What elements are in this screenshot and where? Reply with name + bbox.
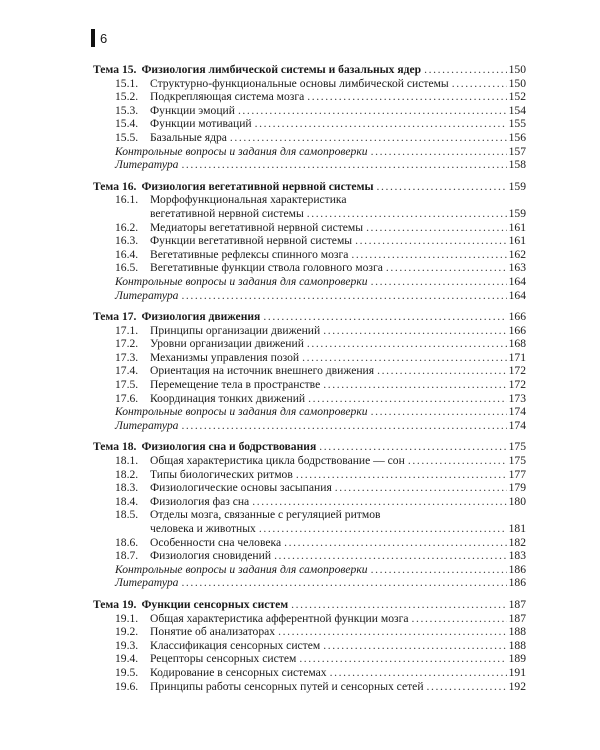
subentry-number: 15.3.: [115, 103, 139, 117]
toc-topic-entry: [93, 440, 526, 454]
subentry-number: 17.2.: [115, 337, 139, 351]
entry-title: Контрольные вопросы и задания для самопроверки: [115, 144, 368, 158]
toc-subentry: [93, 351, 526, 365]
page-ref: 189: [508, 652, 526, 666]
page-ref: 166: [508, 323, 526, 337]
toc-aux-entry: [93, 275, 526, 289]
subentry-number: 15.4.: [115, 117, 139, 131]
topic-number: Тема 18.: [93, 440, 137, 454]
subentry-title: Функции эмоций: [150, 103, 235, 117]
toc-subentry-continuation: [93, 522, 526, 536]
dot-leader: [274, 549, 507, 563]
toc-aux-entry: [93, 563, 526, 577]
page-ref: 172: [508, 364, 526, 378]
subentry-title: Координация тонких движений: [150, 391, 306, 405]
subentry-title: Общая характеристика цикла бодрствование — сон: [150, 454, 405, 468]
dot-leader: [323, 639, 506, 653]
subentry-title: Физиология фаз сна: [150, 494, 250, 508]
dot-leader: [181, 158, 506, 172]
subentry-title: Уровни организации движений: [150, 337, 304, 351]
toc-section: [93, 180, 526, 302]
dot-leader: [452, 77, 507, 91]
page-ref: 186: [508, 562, 526, 576]
toc-subentry: [93, 639, 526, 653]
page-ref: 175: [508, 440, 526, 454]
dot-leader: [255, 117, 507, 131]
toc-subentry: [93, 117, 526, 131]
toc-subentry: [93, 625, 526, 639]
subentry-number: 17.1.: [115, 323, 139, 337]
page-ref: 163: [508, 261, 526, 275]
dot-leader: [299, 652, 506, 666]
dot-leader: [366, 221, 507, 235]
page-ref: 166: [508, 310, 526, 324]
toc-section: [93, 598, 526, 693]
dot-leader: [386, 261, 507, 275]
subentry-number: 18.2.: [115, 467, 139, 481]
subentry-title: Понятие об анализаторах: [150, 625, 276, 639]
toc-subentry: [93, 549, 526, 563]
toc-subentry: [93, 468, 526, 482]
dot-leader: [351, 248, 506, 262]
subentry-title: Вегетативные рефлексы спинного мозга: [150, 247, 349, 261]
toc-subentry: [93, 324, 526, 338]
dot-leader: [291, 598, 506, 612]
entry-title: Литература: [115, 158, 179, 172]
page-ref: 181: [508, 522, 526, 535]
page-ref: 192: [508, 679, 526, 693]
dot-leader: [323, 378, 506, 392]
page-ref: 164: [508, 274, 526, 288]
entry-title: Контрольные вопросы и задания для самопроверки: [115, 562, 368, 576]
dot-leader: [238, 104, 507, 118]
subentry-title: Базальные ядра: [150, 130, 227, 144]
toc-subentry: [93, 131, 526, 145]
page-ref: 173: [508, 391, 526, 405]
toc-aux-entry: [93, 289, 526, 303]
table-of-contents: [93, 63, 526, 701]
toc-subentry: [93, 337, 526, 351]
subentry-title: Принципы организации движений: [150, 323, 321, 337]
toc-subentry: [93, 104, 526, 118]
subentry-title: Перемещение тела в пространстве: [150, 378, 321, 392]
page-ref: 174: [508, 418, 526, 432]
dot-leader: [411, 612, 506, 626]
topic-title: Физиология движения: [141, 310, 261, 324]
toc-topic-entry: [93, 310, 526, 324]
toc-subentry: [93, 234, 526, 248]
subentry-number: 16.5.: [115, 261, 139, 275]
dot-leader: [371, 405, 507, 419]
dot-leader: [335, 481, 507, 495]
subentry-number: 15.5.: [115, 130, 139, 144]
subentry-title: Отделы мозга, связанные с регуляцией ритмов: [150, 508, 381, 522]
entry-title: Литература: [115, 576, 179, 590]
page-ref: 155: [508, 117, 526, 131]
page-ref: 191: [508, 665, 526, 679]
dot-leader: [181, 419, 506, 433]
page-ref: 162: [508, 247, 526, 261]
toc-subentry: [93, 193, 526, 207]
toc-topic-entry: [93, 180, 526, 194]
toc-subentry: [93, 261, 526, 275]
subentry-title: Физиология сновидений: [150, 549, 272, 563]
subentry-number: 15.1.: [115, 76, 139, 90]
topic-number: Тема 16.: [93, 179, 137, 193]
dot-leader: [230, 131, 507, 145]
toc-aux-entry: [93, 405, 526, 419]
subentry-number: 17.6.: [115, 391, 139, 405]
dot-leader: [308, 392, 506, 406]
toc-subentry: [93, 508, 526, 522]
dot-leader: [181, 289, 506, 303]
page-ref: 174: [508, 405, 526, 419]
page-ref: 164: [508, 288, 526, 302]
dot-leader: [284, 536, 506, 550]
toc-subentry: [93, 454, 526, 468]
dot-leader: [181, 576, 506, 590]
subentry-number: 17.5.: [115, 378, 139, 392]
page-ref: 186: [508, 576, 526, 590]
dot-leader: [307, 337, 507, 351]
dot-leader: [371, 145, 507, 159]
topic-title: Физиология вегетативной нервной системы: [141, 179, 374, 193]
dot-leader: [296, 468, 507, 482]
subentry-number: 18.6.: [115, 535, 139, 549]
page-header: [91, 29, 107, 47]
toc-subentry: [93, 392, 526, 406]
subentry-number: 17.3.: [115, 350, 139, 364]
entry-title: Контрольные вопросы и задания для самопроверки: [115, 274, 368, 288]
subentry-title: Типы биологических ритмов: [150, 467, 293, 481]
toc-subentry: [93, 77, 526, 91]
toc-subentry: [93, 364, 526, 378]
page-ref: 150: [508, 63, 526, 76]
subentry-title: Подкрепляющая система мозга: [150, 90, 305, 104]
topic-number: Тема 17.: [93, 310, 137, 324]
toc-section: [93, 63, 526, 172]
dot-leader: [377, 180, 507, 194]
page-ref: 150: [508, 76, 526, 90]
topic-number: Тема 19.: [93, 597, 137, 611]
page-ref: 159: [508, 179, 526, 193]
subentry-number: 18.7.: [115, 549, 139, 563]
toc-subentry: [93, 612, 526, 626]
dot-leader: [259, 522, 507, 536]
dot-leader: [307, 207, 507, 221]
entry-title: Литература: [115, 418, 179, 432]
page-ref: 168: [508, 337, 526, 351]
toc-aux-entry: [93, 145, 526, 159]
toc-subentry: [93, 652, 526, 666]
toc-topic-entry: [93, 63, 526, 77]
toc-subentry: [93, 90, 526, 104]
dot-leader: [377, 364, 507, 378]
page-ref: 177: [508, 467, 526, 481]
subentry-number: 16.4.: [115, 247, 139, 261]
toc-subentry: [93, 536, 526, 550]
page-ref: 188: [508, 638, 526, 652]
subentry-title: Ориентация на источник внешнего движения: [150, 364, 375, 378]
subentry-title: Функции вегетативной нервной системы: [150, 234, 353, 248]
subentry-number: 19.1.: [115, 611, 139, 625]
subentry-title: Механизмы управления позой: [150, 350, 300, 364]
subentry-number: 19.6.: [115, 679, 139, 693]
page-ref: 175: [508, 454, 526, 468]
page-ref: 159: [508, 206, 526, 220]
subentry-title: Рецепторы сенсорных систем: [150, 652, 297, 666]
dot-leader: [424, 63, 507, 77]
toc-subentry: [93, 680, 526, 694]
toc-subentry: [93, 248, 526, 262]
toc-subentry: [93, 221, 526, 235]
toc-subentry: [93, 378, 526, 392]
toc-subentry: [93, 666, 526, 680]
toc-topic-entry: [93, 598, 526, 612]
page-ref: 182: [508, 535, 526, 549]
page-ref: 171: [508, 350, 526, 364]
dot-leader: [278, 625, 507, 639]
page-ref: 158: [508, 158, 526, 172]
page-ref: 157: [508, 144, 526, 158]
subentry-title: Особенности сна человека: [150, 535, 282, 549]
dot-leader: [371, 563, 507, 577]
subentry-title: Морфофункциональная характеристика: [150, 193, 347, 207]
subentry-number: 16.3.: [115, 234, 139, 248]
page-ref: 152: [508, 90, 526, 104]
topic-title: Физиология сна и бодрствования: [141, 440, 317, 454]
page-ref: 156: [508, 130, 526, 144]
page-ref: 187: [508, 597, 526, 611]
subentry-title: Физиологические основы засыпания: [150, 481, 332, 495]
subentry-title: Общая характеристика афферентной функции мозга: [150, 611, 409, 625]
subentry-title-cont: человека и животных: [150, 522, 256, 535]
topic-number: Тема 15.: [93, 63, 137, 76]
page-ref: 161: [508, 234, 526, 248]
page-ref: 180: [508, 494, 526, 508]
subentry-number: 17.4.: [115, 364, 139, 378]
subentry-number: 19.4.: [115, 652, 139, 666]
subentry-number: 18.5.: [115, 508, 139, 522]
subentry-title: Вегетативные функции ствола головного мозга: [150, 261, 383, 275]
subentry-number: 18.1.: [115, 454, 139, 468]
subentry-title: Классификация сенсорных систем: [150, 638, 321, 652]
subentry-title-cont: вегетативной нервной системы: [150, 206, 304, 220]
toc-aux-entry: [93, 419, 526, 433]
subentry-number: 19.3.: [115, 638, 139, 652]
toc-section: [93, 440, 526, 590]
page-ref: 183: [508, 549, 526, 563]
dot-leader: [302, 351, 506, 365]
entry-title: Литература: [115, 288, 179, 302]
subentry-title: Кодирование в сенсорных системах: [150, 665, 327, 679]
dot-leader: [427, 680, 507, 694]
subentry-title: Функции мотиваций: [150, 117, 252, 131]
dot-leader: [252, 495, 506, 509]
toc-subentry: [93, 495, 526, 509]
subentry-number: 16.1.: [115, 193, 139, 207]
page-ref: 154: [508, 103, 526, 117]
dot-leader: [330, 666, 507, 680]
page-ref: 187: [508, 611, 526, 625]
entry-title: Контрольные вопросы и задания для самопроверки: [115, 405, 368, 419]
dot-leader: [408, 454, 507, 468]
subentry-number: 15.2.: [115, 90, 139, 104]
subentry-number: 19.2.: [115, 625, 139, 639]
page-number: 6: [100, 30, 108, 46]
subentry-number: 18.3.: [115, 481, 139, 495]
toc-subentry-continuation: [93, 207, 526, 221]
dot-leader: [319, 440, 506, 454]
toc-aux-entry: [93, 576, 526, 590]
dot-leader: [371, 275, 507, 289]
page-ref: 179: [508, 481, 526, 495]
subentry-number: 18.4.: [115, 494, 139, 508]
dot-leader: [307, 90, 506, 104]
page-ref: 172: [508, 378, 526, 392]
page-ref: 161: [508, 220, 526, 234]
topic-title: Физиология лимбической системы и базальных ядер: [141, 63, 422, 76]
subentry-title: Медиаторы вегетативной нервной системы: [150, 220, 364, 234]
subentry-title: Принципы работы сенсорных путей и сенсорных сетей: [150, 679, 424, 693]
dot-leader: [323, 324, 506, 338]
subentry-number: 19.5.: [115, 665, 139, 679]
subentry-title: Структурно-функциональные основы лимбической системы: [150, 76, 449, 90]
toc-section: [93, 310, 526, 432]
dot-leader: [263, 310, 506, 324]
subentry-number: 16.2.: [115, 220, 139, 234]
page-ref: 188: [508, 625, 526, 639]
toc-aux-entry: [93, 158, 526, 172]
topic-title: Функции сенсорных систем: [141, 597, 289, 611]
dot-leader: [355, 234, 507, 248]
header-bar: [91, 29, 95, 47]
toc-subentry: [93, 481, 526, 495]
